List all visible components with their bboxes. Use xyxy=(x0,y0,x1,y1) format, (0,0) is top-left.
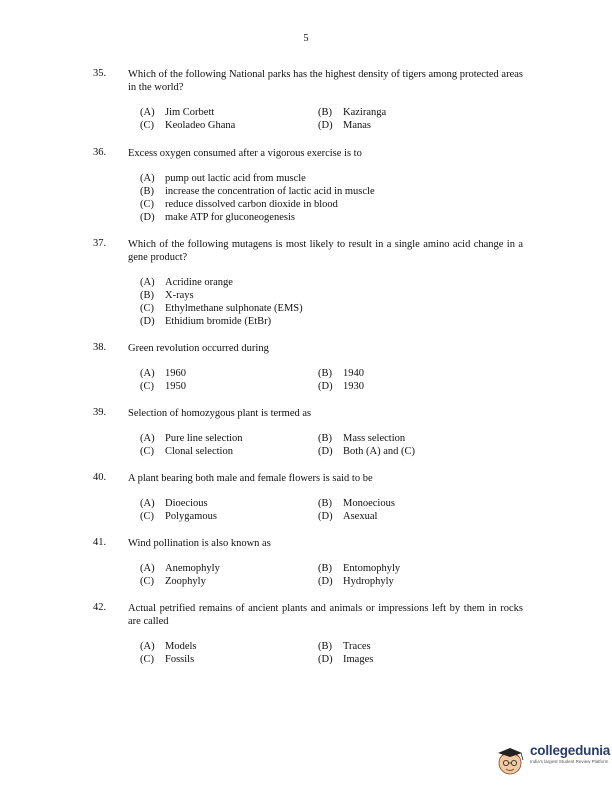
option-a: (A) 1960 xyxy=(140,368,186,379)
question-number: 35. xyxy=(93,68,107,79)
option-b: (B) Mass selection xyxy=(318,433,406,444)
option-c: (C) Zoophyly xyxy=(140,576,206,587)
option-a: (A) Dioecious xyxy=(140,498,208,509)
logo-tagline: India's largest Student Review Platform xyxy=(530,759,609,764)
page-number: 5 xyxy=(303,33,309,44)
options xyxy=(140,172,523,224)
question-text: Excess oxygen consumed after a vigorous exercise is to xyxy=(128,148,362,159)
question-41 xyxy=(93,537,523,588)
options xyxy=(140,640,523,666)
question-number: 37. xyxy=(93,238,107,249)
question-text: A plant bearing both male and female flowers is said to be xyxy=(128,473,373,484)
question-text: Wind pollination is also known as xyxy=(128,538,271,549)
option-b: (B) X-rays xyxy=(140,290,194,301)
question-37 xyxy=(93,238,523,328)
logo-text xyxy=(530,743,610,764)
question-36 xyxy=(93,147,523,224)
options xyxy=(140,367,523,393)
option-c: (C) Polygamous xyxy=(140,511,217,522)
question-text: Which of the following mutagens is most likely to result in a single amino acid change in a gene product? xyxy=(128,239,523,263)
question-text: Selection of homozygous plant is termed as xyxy=(128,408,312,419)
option-b: (B) 1940 xyxy=(318,368,364,379)
options xyxy=(140,562,523,588)
option-c: (C) reduce dissolved carbon dioxide in blood xyxy=(140,199,338,210)
option-a: (A) pump out lactic acid from muscle xyxy=(140,173,306,184)
question-number: 38. xyxy=(93,342,107,353)
option-a: (A) Models xyxy=(140,641,197,652)
option-b: (B) Entomophyly xyxy=(318,563,401,574)
option-c: (C) Ethylmethane sulphonate (EMS) xyxy=(140,303,303,314)
option-d: (D) Manas xyxy=(318,120,371,131)
question-number: 42. xyxy=(93,602,107,613)
logo-name: collegedunia xyxy=(530,743,611,758)
option-b: (B) increase the concentration of lactic acid in muscle xyxy=(140,186,375,197)
option-d: (D) make ATP for gluconeogenesis xyxy=(140,212,295,223)
option-b: (B) Kaziranga xyxy=(318,107,387,118)
question-35 xyxy=(93,68,523,132)
options xyxy=(140,497,523,523)
options xyxy=(140,432,523,458)
question-38 xyxy=(93,342,523,393)
question-number: 41. xyxy=(93,537,107,548)
option-a: (A) Jim Corbett xyxy=(140,107,215,118)
option-d: (D) 1930 xyxy=(318,381,364,392)
option-a: (A) Acridine orange xyxy=(140,277,233,288)
question-42 xyxy=(93,602,523,666)
question-number: 40. xyxy=(93,472,107,483)
option-c: (C) Fossils xyxy=(140,654,195,665)
option-d: (D) Asexual xyxy=(318,511,378,522)
question-number: 36. xyxy=(93,147,107,158)
option-b: (B) Traces xyxy=(318,641,371,652)
option-a: (A) Anemophyly xyxy=(140,563,220,574)
option-a: (A) Pure line selection xyxy=(140,433,243,444)
question-text: Actual petrified remains of ancient plants and animals or impressions left by them in rocks are called xyxy=(128,603,523,627)
question-number: 39. xyxy=(93,407,107,418)
option-c: (C) Keoladeo Ghana xyxy=(140,120,236,131)
question-39 xyxy=(93,407,523,458)
question-text: Which of the following National parks has the highest density of tigers among protected areas in the world? xyxy=(128,69,523,93)
option-d: (D) Hydrophyly xyxy=(318,576,394,587)
question-text: Green revolution occurred during xyxy=(128,343,269,354)
option-b: (B) Monoecious xyxy=(318,498,395,509)
options xyxy=(140,106,523,132)
option-d: (D) Images xyxy=(318,654,374,665)
option-d: (D) Both (A) and (C) xyxy=(318,446,416,457)
mascot-icon xyxy=(492,742,528,778)
option-c: (C) Clonal selection xyxy=(140,446,233,457)
options xyxy=(140,276,523,328)
option-d: (D) Ethidium bromide (EtBr) xyxy=(140,316,272,327)
option-c: (C) 1950 xyxy=(140,381,186,392)
question-40 xyxy=(93,472,523,523)
